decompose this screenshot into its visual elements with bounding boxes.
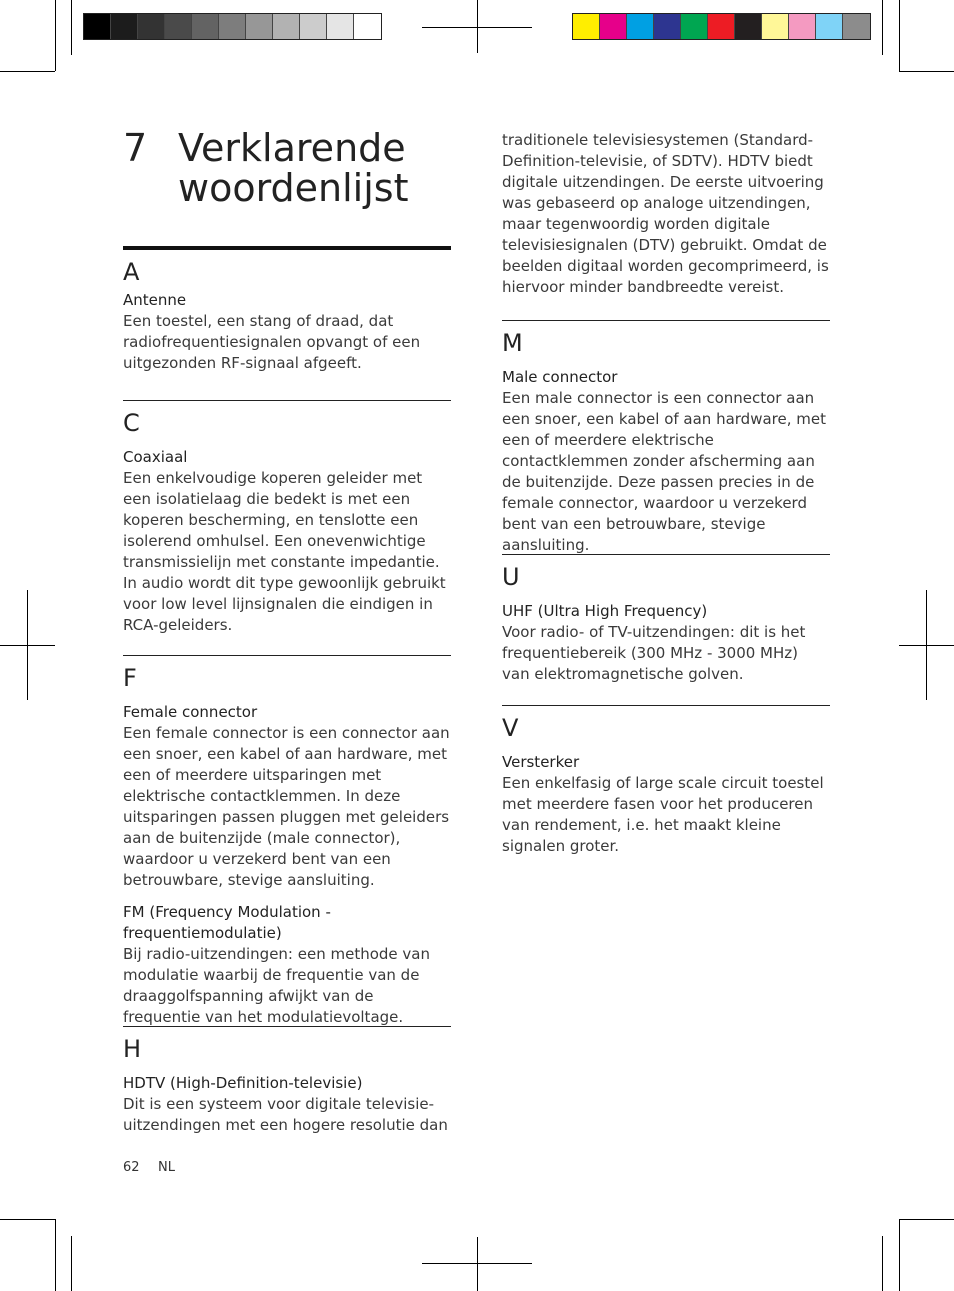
section-letter: V — [502, 714, 519, 742]
section-m — [502, 320, 830, 556]
glossary-entry — [502, 601, 830, 685]
chapter-number: 7 — [123, 126, 148, 170]
glossary-entry — [123, 290, 451, 374]
section-h — [123, 1026, 451, 1136]
color-swatch — [708, 14, 735, 39]
crop-mark-top-left-v2 — [55, 0, 56, 71]
crop-mark-bottom-left-v — [71, 1236, 72, 1291]
crop-mark-left-mid-v — [27, 590, 28, 700]
crop-mark-top-left-v — [71, 0, 72, 55]
gray-swatch — [246, 14, 273, 39]
glossary-entry — [123, 447, 451, 636]
color-swatch — [843, 14, 870, 39]
glossary-entry — [123, 1073, 451, 1136]
gray-swatch — [273, 14, 300, 39]
section-letter: M — [502, 329, 523, 357]
entry-term: Male connector — [502, 368, 618, 386]
color-swatch — [762, 14, 789, 39]
color-swatch — [600, 14, 627, 39]
gray-swatch — [165, 14, 192, 39]
crop-mark-bottom-right-v2 — [899, 1219, 900, 1291]
crop-mark-top-right-v — [882, 0, 883, 55]
glossary-entry — [502, 367, 830, 556]
entry-term: Antenne — [123, 291, 187, 309]
section-a — [123, 246, 451, 374]
color-swatch — [789, 14, 816, 39]
crop-mark-bottom-right-v — [882, 1236, 883, 1291]
glossary-entry — [123, 902, 451, 1028]
entry-text: Dit is een systeem voor digitale televisie-uitzendingen met een hogere resolutie dan — [123, 1095, 448, 1134]
section-f — [123, 655, 451, 1028]
gray-swatch — [111, 14, 138, 39]
section-c — [123, 400, 451, 636]
section-letter: F — [123, 664, 137, 692]
entry-term: HDTV (High-Definition-televisie) — [123, 1074, 363, 1092]
entry-term: Female connector — [123, 703, 258, 721]
gray-swatch — [138, 14, 165, 39]
language-code: NL — [158, 1160, 175, 1175]
gray-swatch — [327, 14, 354, 39]
entry-text: Een toestel, een stang of draad, dat radiofrequentiesignalen opvangt of een uitgezonden RF-signaal afgeeft. — [123, 312, 421, 372]
crop-mark-top-right-v2 — [899, 0, 900, 71]
gray-calibration-bar — [83, 13, 382, 40]
color-swatch — [627, 14, 654, 39]
color-swatch — [681, 14, 708, 39]
crop-mark-top-center-v — [477, 0, 478, 53]
color-swatch — [573, 14, 600, 39]
section-letter: A — [123, 258, 140, 286]
color-swatch — [654, 14, 681, 39]
gray-swatch — [219, 14, 246, 39]
crop-mark-bottom-left-v2 — [55, 1219, 56, 1291]
crop-mark-bottom-right-h — [899, 1219, 954, 1220]
section-u — [502, 554, 830, 685]
entry-text: Een enkelvoudige koperen geleider met een isolatielaag die bedekt is met een koperen bescherming, en tenslotte een isolerend omhulsel. Een onevenwichtige transmissielijn met constante impedantie. In audio wordt dit type gewoonlijk gebruikt voor low level lijnsignalen die eindigen in RCA-geleiders. — [123, 469, 446, 634]
section-h-continued — [502, 130, 830, 298]
gray-swatch — [354, 14, 381, 39]
section-letter: C — [123, 409, 140, 437]
crop-mark-top-left-h — [0, 71, 55, 72]
section-letter: H — [123, 1035, 142, 1063]
crop-mark-bottom-left-h — [0, 1219, 55, 1220]
color-swatch — [816, 14, 843, 39]
entry-term: Versterker — [502, 753, 580, 771]
crop-mark-top-right-h — [899, 71, 954, 72]
entry-text: Een enkelfasig of large scale circuit toestel met meerdere fasen voor het produceren van rendement, i.e. het maakt kleine signalen groter. — [502, 774, 824, 855]
glossary-entry — [502, 752, 830, 857]
entry-text: Bij radio-uitzendingen: een methode van modulatie waarbij de frequentie van de draaggolfspanning afwijkt van de frequentie van het modulatievoltage. — [123, 945, 430, 1026]
gray-swatch — [300, 14, 327, 39]
entry-term: FM (Frequency Modulation - frequentiemodulatie) — [123, 903, 331, 942]
chapter-title-text: Verklarende woordenlijst — [178, 126, 409, 210]
page-number: 62 — [123, 1160, 140, 1175]
crop-mark-right-mid-v — [926, 590, 927, 700]
entry-text-continued: traditionele televisiesystemen (Standard-Definition-televisie, of SDTV). HDTV biedt digitale uitzendingen. De eerste uitvoering was gebaseerd op analoge uitzendingen, maar tegenwoordig worden digitale televisiesignalen (DTV) gebruikt. Omdat de beelden digitaal worden gecomprimeerd, is hiervoor minder bandbreedte vereist. — [502, 131, 829, 296]
crop-mark-bottom-center-v — [477, 1237, 478, 1291]
color-calibration-bar — [572, 13, 871, 40]
section-v — [502, 705, 830, 857]
color-swatch — [735, 14, 762, 39]
entry-text: Een female connector is een connector aan een snoer, een kabel of aan hardware, met een of meerdere uitsparingen met elektrische contactklemmen. In deze uitsparingen passen pluggen met geleiders aan de buitenzijde (male connector), waardoor u verzekerd bent van een betrouwbare, stevige aansluiting. — [123, 724, 450, 889]
glossary-entry — [123, 702, 451, 891]
entry-text: Voor radio- of TV-uitzendingen: dit is het frequentiebereik (300 MHz - 3000 MHz) van elektromagnetische golven. — [502, 623, 806, 683]
section-letter: U — [502, 563, 520, 591]
entry-text: Een male connector is een connector aan een snoer, een kabel of aan hardware, met een of meerdere elektrische contactklemmen zonder afscherming aan de buitenzijde. Deze passen precies in de female connector, waardoor u verzekerd bent van een betrouwbare, stevige aansluiting. — [502, 389, 826, 554]
gray-swatch — [84, 14, 111, 39]
entry-term: UHF (Ultra High Frequency) — [502, 602, 708, 620]
gray-swatch — [192, 14, 219, 39]
entry-term: Coaxiaal — [123, 448, 188, 466]
